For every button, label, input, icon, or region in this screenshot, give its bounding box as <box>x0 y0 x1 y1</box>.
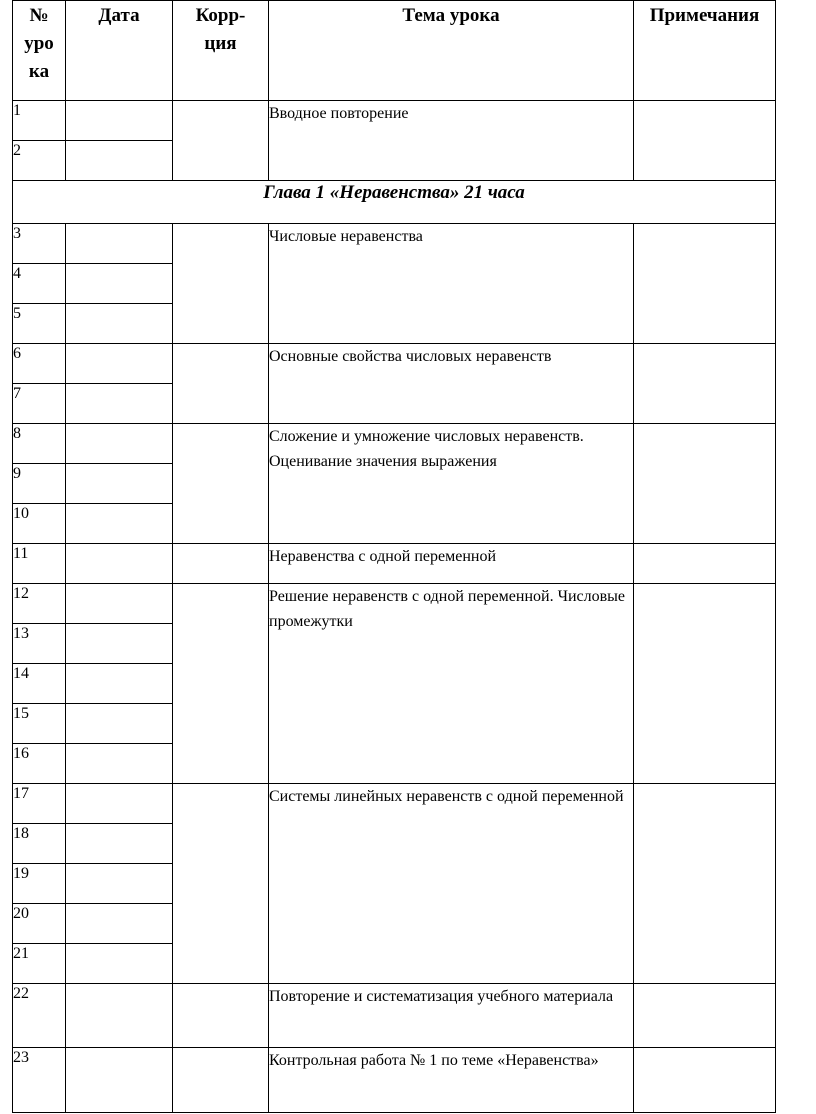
chapter-title: Глава 1 «Неравенства» 21 часа <box>13 181 776 224</box>
correction-cell[interactable] <box>173 101 269 181</box>
lesson-number: 15 <box>13 704 66 744</box>
lesson-number: 4 <box>13 264 66 304</box>
correction-cell[interactable] <box>173 344 269 424</box>
lesson-topic: Вводное повторение <box>269 101 634 181</box>
notes-cell[interactable] <box>634 984 776 1048</box>
lesson-number: 9 <box>13 464 66 504</box>
date-cell[interactable] <box>66 464 173 504</box>
notes-cell[interactable] <box>634 224 776 344</box>
date-cell[interactable] <box>66 264 173 304</box>
lesson-topic: Числовые неравенства <box>269 224 634 344</box>
lesson-topic: Системы линейных неравенств с одной переменной <box>269 784 634 984</box>
lesson-number: 10 <box>13 504 66 544</box>
date-cell[interactable] <box>66 224 173 264</box>
header-corr-line-2: ция <box>204 33 237 54</box>
notes-cell[interactable] <box>634 101 776 181</box>
date-cell[interactable] <box>66 424 173 464</box>
date-cell[interactable] <box>66 944 173 984</box>
lesson-number: 14 <box>13 664 66 704</box>
lesson-topic: Неравенства с одной переменной <box>269 544 634 584</box>
notes-cell[interactable] <box>634 784 776 984</box>
correction-cell[interactable] <box>173 224 269 344</box>
date-cell[interactable] <box>66 624 173 664</box>
lesson-number: 1 <box>13 101 66 141</box>
chapter-row <box>13 181 776 224</box>
correction-cell[interactable] <box>173 984 269 1048</box>
header-num-line-1: № <box>29 5 49 26</box>
lesson-number: 8 <box>13 424 66 464</box>
header-topic <box>269 1 634 101</box>
lesson-number: 6 <box>13 344 66 384</box>
lesson-topic: Повторение и систематизация учебного материала <box>269 984 634 1048</box>
date-cell[interactable] <box>66 344 173 384</box>
table-row <box>13 344 776 384</box>
header-date <box>66 1 173 101</box>
date-cell[interactable] <box>66 664 173 704</box>
header-topic-label: Тема урока <box>402 5 500 26</box>
lesson-number: 17 <box>13 784 66 824</box>
lesson-number: 7 <box>13 384 66 424</box>
table-row <box>13 544 776 584</box>
table-row <box>13 424 776 464</box>
lesson-topic: Сложение и умножение числовых неравенств. Оценивание значения выражения <box>269 424 634 544</box>
lesson-plan-table <box>12 0 776 1113</box>
correction-cell[interactable] <box>173 424 269 544</box>
date-cell[interactable] <box>66 544 173 584</box>
correction-cell[interactable] <box>173 584 269 784</box>
date-cell[interactable] <box>66 101 173 141</box>
lesson-number: 22 <box>13 984 66 1048</box>
table-row <box>13 1048 776 1113</box>
date-cell[interactable] <box>66 744 173 784</box>
date-cell[interactable] <box>66 504 173 544</box>
notes-cell[interactable] <box>634 344 776 424</box>
lesson-topic: Решение неравенств с одной переменной. Числовые промежутки <box>269 584 634 784</box>
date-cell[interactable] <box>66 384 173 424</box>
notes-cell[interactable] <box>634 1048 776 1113</box>
header-date-label: Дата <box>98 5 140 26</box>
correction-cell[interactable] <box>173 1048 269 1113</box>
lesson-number: 21 <box>13 944 66 984</box>
date-cell[interactable] <box>66 584 173 624</box>
correction-cell[interactable] <box>173 544 269 584</box>
header-num-line-2: уро <box>24 33 54 54</box>
date-cell[interactable] <box>66 904 173 944</box>
lesson-number: 12 <box>13 584 66 624</box>
date-cell[interactable] <box>66 984 173 1048</box>
header-corr-line-1: Корр- <box>195 5 246 26</box>
date-cell[interactable] <box>66 1048 173 1113</box>
correction-cell[interactable] <box>173 784 269 984</box>
table-row <box>13 984 776 1048</box>
date-cell[interactable] <box>66 824 173 864</box>
date-cell[interactable] <box>66 141 173 181</box>
header-num-line-3: ка <box>28 61 50 82</box>
lesson-number: 20 <box>13 904 66 944</box>
table-row <box>13 584 776 624</box>
date-cell[interactable] <box>66 784 173 824</box>
header-notes <box>634 1 776 101</box>
notes-cell[interactable] <box>634 424 776 544</box>
lesson-number: 3 <box>13 224 66 264</box>
lesson-number: 23 <box>13 1048 66 1113</box>
table-row <box>13 784 776 824</box>
table-row <box>13 224 776 264</box>
table-row <box>13 101 776 141</box>
lesson-number: 13 <box>13 624 66 664</box>
header-correction <box>173 1 269 101</box>
lesson-topic: Основные свойства числовых неравенств <box>269 344 634 424</box>
header-row <box>13 1 776 101</box>
lesson-number: 19 <box>13 864 66 904</box>
date-cell[interactable] <box>66 704 173 744</box>
lesson-topic: Контрольная работа № 1 по теме «Неравенства» <box>269 1048 634 1113</box>
notes-cell[interactable] <box>634 544 776 584</box>
lesson-number: 5 <box>13 304 66 344</box>
lesson-number: 11 <box>13 544 66 584</box>
date-cell[interactable] <box>66 864 173 904</box>
date-cell[interactable] <box>66 304 173 344</box>
header-lesson-number <box>13 1 66 101</box>
header-notes-label: Примечания <box>649 5 760 26</box>
notes-cell[interactable] <box>634 584 776 784</box>
lesson-number: 18 <box>13 824 66 864</box>
lesson-number: 2 <box>13 141 66 181</box>
lesson-number: 16 <box>13 744 66 784</box>
